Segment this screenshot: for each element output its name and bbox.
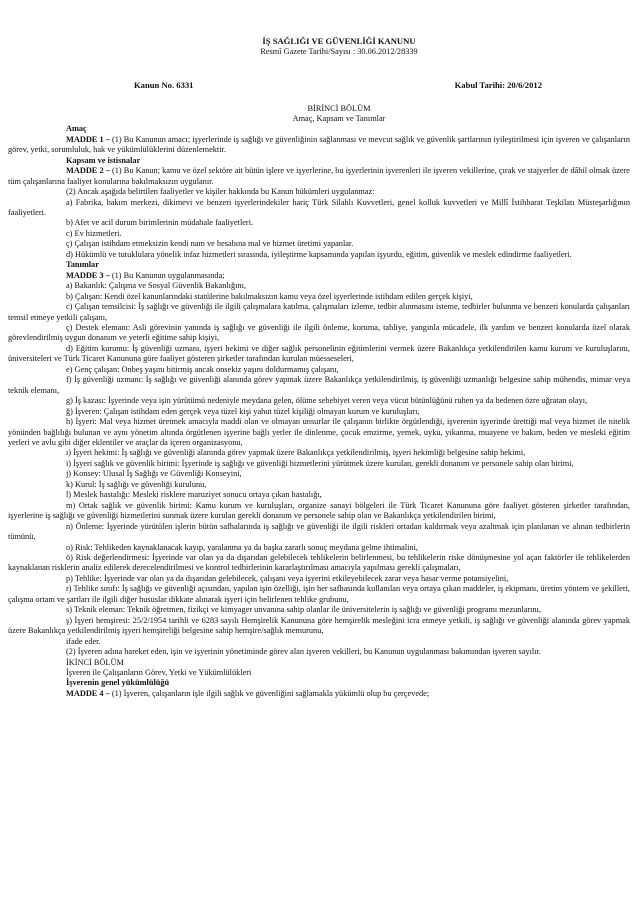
section-2-title: İKİNCİ BÖLÜM bbox=[66, 657, 124, 667]
article-1-label: MADDE 1 – bbox=[66, 134, 110, 144]
article-2-item: ç) Çalışan istihdam etmeksizin kendi nam ve hesabına mal ve hizmet üretimi yapanlar. bbox=[66, 239, 354, 249]
definition-item: g) İş kazası: İşyerinde veya işin yürütümü nedeniyle meydana gelen, ölüme sebebiyet veren veya vücut bütünlüğünü ruhen ya da bedenen özre uğratan olayı, bbox=[66, 396, 588, 406]
article-3-heading: Tanımlar bbox=[66, 260, 99, 270]
definition-item: j) Konsey: Ulusal İş Sağlığı ve Güvenliği Konseyini, bbox=[66, 469, 242, 479]
definition-item: ş) İşyeri hemşiresi: 25/2/1954 tarihli ve 6283 sayılı Hemşirelik Kanununa göre hemşirelik mesleğini icra etmeye yetkili, iş sağlığı ve güvenliği alanında görev yapmak üzere Bakanlıkça yetkilendirilmiş işyeri hemşireliği belgesine sahip hemşire/sağlık memurunu, bbox=[8, 615, 630, 636]
article-1-heading: Amaç bbox=[66, 124, 87, 134]
article-2-paragraph bbox=[8, 166, 630, 187]
article-1-paragraph bbox=[8, 135, 630, 156]
article-4-text: (1) İşveren, çalışanların işle ilgili sağlık ve güvenliğini sağlamakla yükümlü olup bu çerçevede; bbox=[109, 688, 430, 698]
definition-item: m) Ortak sağlık ve güvenlik birimi: Kamu kurum ve kuruluşları, organize sanayi bölgeleri ile Türk Ticaret Kanununa göre faaliyet gösteren şirketler tarafından, işyerlerine iş sağlığı ve güvenliği hizmetlerini sunmak üzere kurulan gerekli donanım ve personele sahip olan ve Bakanlıkça yetkilendirilen birimi, bbox=[8, 500, 630, 521]
definition-item: d) Eğitim kurumu: İş güvenliği uzmanı, işyeri hekimi ve diğer sağlık personelinin eğitimlerini vermek üzere Bakanlıkça yetkilendirilen kamu kurum ve kuruluşlarını, üniversiteleri ve Türk Ticaret Kanununa göre faaliyet gösteren şirketler tarafından kurulan müesseseleri, bbox=[8, 343, 630, 364]
article-2-item: a) Fabrika, bakım merkezi, dikimevi ve benzeri işyerlerindekiler hariç Türk Silahlı Kuvvetleri, genel kolluk kuvvetleri ve Millî İstihbarat Teşkilatı Müsteşarlığının faaliyetleri. bbox=[8, 197, 630, 218]
acceptance-date: Kabul Tarihi: 20/6/2012 bbox=[454, 79, 542, 90]
definition-item: ö) Risk değerlendirmesi: İşyerinde var olan ya da dışarıdan gelebilecek tehlikelerin belirlenmesi, bu tehlikelerin riske dönüşmesine yol açan faktörler ile tehlikelerden kaynaklanan risklerin analiz edilerek derecelendirilmesi ve kontrol tedbirlerinin kararlaştırılması amacıyla yapılması gerekli çalışmaları, bbox=[8, 552, 630, 573]
section-2-subtitle: İşveren ile Çalışanların Görev, Yetki ve Yükümlülükleri bbox=[66, 667, 252, 677]
document-header bbox=[8, 36, 630, 58]
article-4-label: MADDE 4 – bbox=[66, 688, 110, 698]
definition-item: ğ) İşveren: Çalışan istihdam eden gerçek veya tüzel kişi yahut tüzel kişiliği olmayan kurum ve kuruluşları, bbox=[66, 406, 420, 416]
law-title: İŞ SAĞLIĞI VE GÜVENLİĞİ KANUNU bbox=[262, 36, 416, 46]
article-2-item: d) Hükümlü ve tutuklulara yönelik infaz hizmetleri sırasında, iyileştirme kapsamında yapılan işyurdu, eğitim, güvenlik ve meslek edindirme faaliyetleri. bbox=[66, 249, 572, 259]
article-2-item: c) Ev hizmetleri. bbox=[66, 228, 122, 238]
definition-item: (2) İşveren adına hareket eden, işin ve işyerinin yönetiminde görev alan işveren vekilleri, bu Kanunun uygulanması bakımından işveren sayılır. bbox=[66, 647, 541, 657]
definition-item: n) Önleme: İşyerinde yürütülen işlerin bütün safhalarında iş sağlığı ve güvenliği ile ilgili riskleri ortadan kaldırmak veya azaltmak için planlanan ve alınan tedbirlerin tümünü, bbox=[8, 521, 630, 542]
definition-item: a) Bakanlık: Çalışma ve Sosyal Güvenlik Bakanlığını, bbox=[66, 281, 246, 291]
article-3-label: MADDE 3 – bbox=[66, 270, 110, 280]
definition-item: ı) İşyeri hekimi: İş sağlığı ve güvenliği alanında görev yapmak üzere Bakanlıkça yetkilendirilmiş, işyeri hekimliği belgesine sahip hekimi, bbox=[66, 448, 526, 458]
document-content bbox=[8, 36, 630, 699]
article-3-text: (1) Bu Kanunun uygulanmasında; bbox=[109, 270, 225, 280]
law-number: Kanun No. 6331 bbox=[134, 79, 194, 90]
article-4-heading: İşverenin genel yükümlülüğü bbox=[66, 678, 170, 688]
definition-item: o) Risk: Tehlikeden kaynaklanacak kayıp, yaralanma ya da başka zararlı sonuç meydana gelme ihtimalini, bbox=[66, 542, 418, 552]
article-2-label: MADDE 2 – bbox=[66, 166, 110, 176]
definition-item: k) Kurul: İş sağlığı ve güvenliği kurulunu, bbox=[66, 479, 207, 489]
definition-item: r) Tehlike sınıfı: İş sağlığı ve güvenliği açısından, yapılan işin özelliği, işin her safhasında kullanılan veya ortaya çıkan maddeler, iş ekipmanı, üretim yöntem ve şekilleri, çalışma ortam ve şartları ile ilgili diğer hususlar dikkate alınarak işyeri için belirlenen tehlike grubunu, bbox=[8, 584, 630, 604]
article-3-paragraph bbox=[8, 271, 630, 281]
definition-item: e) Genç çalışan: Onbeş yaşını bitirmiş ancak onsekiz yaşını doldurmamış çalışanı, bbox=[66, 364, 339, 374]
article-2-item: (2) Ancak aşağıda belirtilen faaliyetler ve kişiler hakkında bu Kanun hükümleri uygulanmaz: bbox=[66, 187, 375, 197]
definition-item: p) Tehlike: İşyerinde var olan ya da dışarıdan gelebilecek, çalışanı veya işyerini etkileyebilecek zarar veya hasar verme potansiyelini, bbox=[66, 573, 509, 583]
definition-item: s) Teknik eleman: Teknik öğretmen, fizikçi ve kimyager unvanına sahip olanlar ile üniversitelerin iş sağlığı ve güvenliği programı mezunlarını, bbox=[66, 605, 542, 615]
definition-item: h) İşyeri: Mal veya hizmet üretmek amacıyla maddi olan ve olmayan unsurlar ile çalışanın birlikte örgütlendiği, işverenin işyerinde ürettiği mal veya hizmet ile nitelik yönünden bağlılığı bulunan ve aynı yönetim altında örgütlenen işyerine bağlı yerler ile dinlenme, çocuk emzirme, yemek, uyku, yıkanma, muayene ve bakım, beden ve mesleki eğitim yerleri ve avlu gibi diğer eklentiler ve araçlar da içeren organizasyonu, bbox=[8, 417, 630, 447]
definition-item: c) Çalışan temsilcisi: İş sağlığı ve güvenliği ile ilgili çalışmalara katılma, çalışmaları izleme, tedbir alınmasını isteme, tedbirler bulunma ve benzeri konularda çalışanları temsil etmeye yetkili çalışanı, bbox=[8, 302, 630, 322]
section-1-subtitle: Amaç, Kapsam ve Tanımlar bbox=[292, 113, 386, 123]
article-1-text: (1) Bu Kanunun amacı; işyerlerinde iş sağlığı ve güvenliğinin sağlanması ve mevcut sağlık ve güvenlik şartlarının iyileştirilmesi için işveren ve çalışanların görev, yetki, sorumluluk, hak ve yükümlülüklerini düzenlemektir. bbox=[8, 134, 630, 155]
article-2-item: b) Afet ve acil durum birimlerinin müdahale faaliyetleri. bbox=[66, 218, 254, 228]
article-2-text: (1) Bu Kanun; kamu ve özel sektöre ait bütün işlere ve işyerlerine, bu işyerlerinin işverenleri ile işveren vekillerine, çırak ve stajyerler de dâhil olmak üzere tüm çalışanlarına faaliyet konularına bakılmaksızın uygulanır. bbox=[8, 166, 630, 186]
article-4-paragraph bbox=[8, 689, 630, 699]
definition-item: ç) Destek elemanı: Asli görevinin yanında iş sağlığı ve güvenliği ile ilgili önleme, koruma, tahliye, yangınla mücadele, ilk yardım ve benzeri konularda özel olarak görevlendirilmiş uygun donanım ve yeterli eğitime sahip kişiyi, bbox=[8, 323, 630, 343]
section-1-title: BİRİNCİ BÖLÜM bbox=[307, 103, 371, 113]
definition-item: f) İş güvenliği uzmanı: İş sağlığı ve güvenliği alanında görev yapmak üzere Bakanlıkça yetkilendirilmiş, iş güvenliği uzmanlığı belgesine sahip mühendis, mimar veya teknik elemanı, bbox=[8, 375, 630, 395]
definition-item: l) Meslek hastalığı: Mesleki risklere maruziyet sonucu ortaya çıkan hastalığı, bbox=[66, 490, 322, 500]
definition-item: b) Çalışan: Kendi özel kanunlarındaki statülerine bakılmaksızın kamu veya özel işyerlerinde istihdam edilen gerçek kişiyi, bbox=[66, 291, 473, 301]
gazette-info: Resmî Gazete Tarihi/Sayısı : 30.06.2012/28339 bbox=[260, 47, 418, 56]
definition-closing: ifade eder. bbox=[66, 636, 101, 646]
law-meta-row bbox=[8, 80, 630, 92]
definition-item: i) İşyeri sağlık ve güvenlik birimi: İşyerinde iş sağlığı ve güvenliği hizmetlerini yürütmek üzere kurulan, gerekli donanım ve personele sahip olan birimi, bbox=[66, 458, 574, 468]
article-2-heading: Kapsam ve istisnalar bbox=[66, 155, 141, 165]
